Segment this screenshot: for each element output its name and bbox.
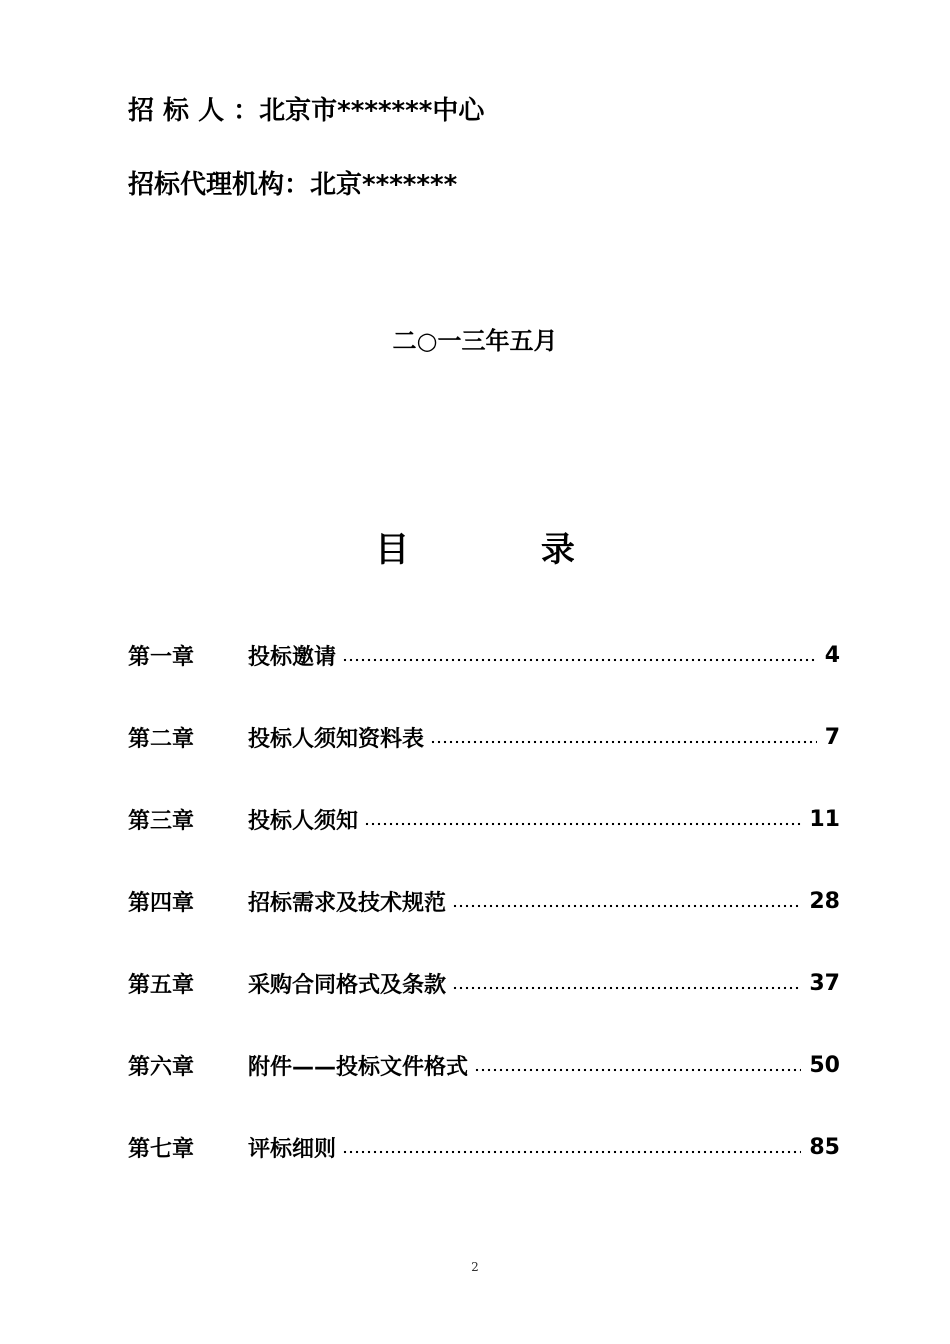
document-date: 二○一三年五月 [392, 327, 558, 355]
tenderer-label: 招 标 人 ： [128, 96, 260, 126]
toc-page-number: 85 [809, 1134, 840, 1160]
toc-page-number: 28 [809, 888, 840, 914]
toc-page-number: 50 [809, 1052, 840, 1078]
toc-name: 招标需求及技术规范 [248, 890, 447, 916]
toc-entry[interactable] [128, 1048, 840, 1082]
toc-dot-leader [474, 1067, 801, 1073]
toc-chapter: 第七章 [128, 1136, 195, 1162]
toc-entry[interactable] [128, 720, 840, 754]
toc-name: 投标人须知资料表 [248, 726, 425, 752]
toc-title: 目 录 [375, 530, 635, 570]
toc-chapter: 第六章 [128, 1054, 195, 1080]
toc-chapter: 第一章 [128, 644, 195, 670]
toc-dot-leader [452, 985, 801, 991]
tenderer-value: 北京市*******中心 [259, 96, 485, 126]
agency-value: 北京******* [310, 170, 458, 200]
toc-page-number: 4 [824, 642, 840, 668]
toc-dot-leader [430, 739, 817, 745]
toc-chapter: 第三章 [128, 808, 195, 834]
toc-name: 采购合同格式及条款 [248, 972, 447, 998]
agency-line [128, 168, 457, 202]
toc-entry[interactable] [128, 884, 840, 918]
toc-chapter: 第五章 [128, 972, 195, 998]
toc-dot-leader [364, 821, 801, 827]
toc-entry[interactable] [128, 638, 840, 672]
toc-page-number: 11 [809, 806, 840, 832]
toc-dot-leader [342, 657, 817, 663]
toc-dot-leader [452, 903, 801, 909]
toc-page-number: 37 [809, 970, 840, 996]
toc-entry[interactable] [128, 966, 840, 1000]
toc-chapter: 第二章 [128, 726, 195, 752]
toc-entry[interactable] [128, 1130, 840, 1164]
toc-chapter: 第四章 [128, 890, 195, 916]
toc-name: 投标邀请 [248, 644, 337, 670]
toc-page-number: 7 [824, 724, 840, 750]
toc-name: 评标细则 [248, 1136, 337, 1162]
toc-name: 投标人须知 [248, 808, 359, 834]
tenderer-line [128, 94, 484, 128]
toc-dot-leader [342, 1149, 801, 1155]
toc-entry[interactable] [128, 802, 840, 836]
toc-name: 附件——投标文件格式 [248, 1054, 469, 1080]
page-number: 2 [471, 1260, 479, 1274]
agency-label: 招标代理机构： [128, 170, 311, 200]
